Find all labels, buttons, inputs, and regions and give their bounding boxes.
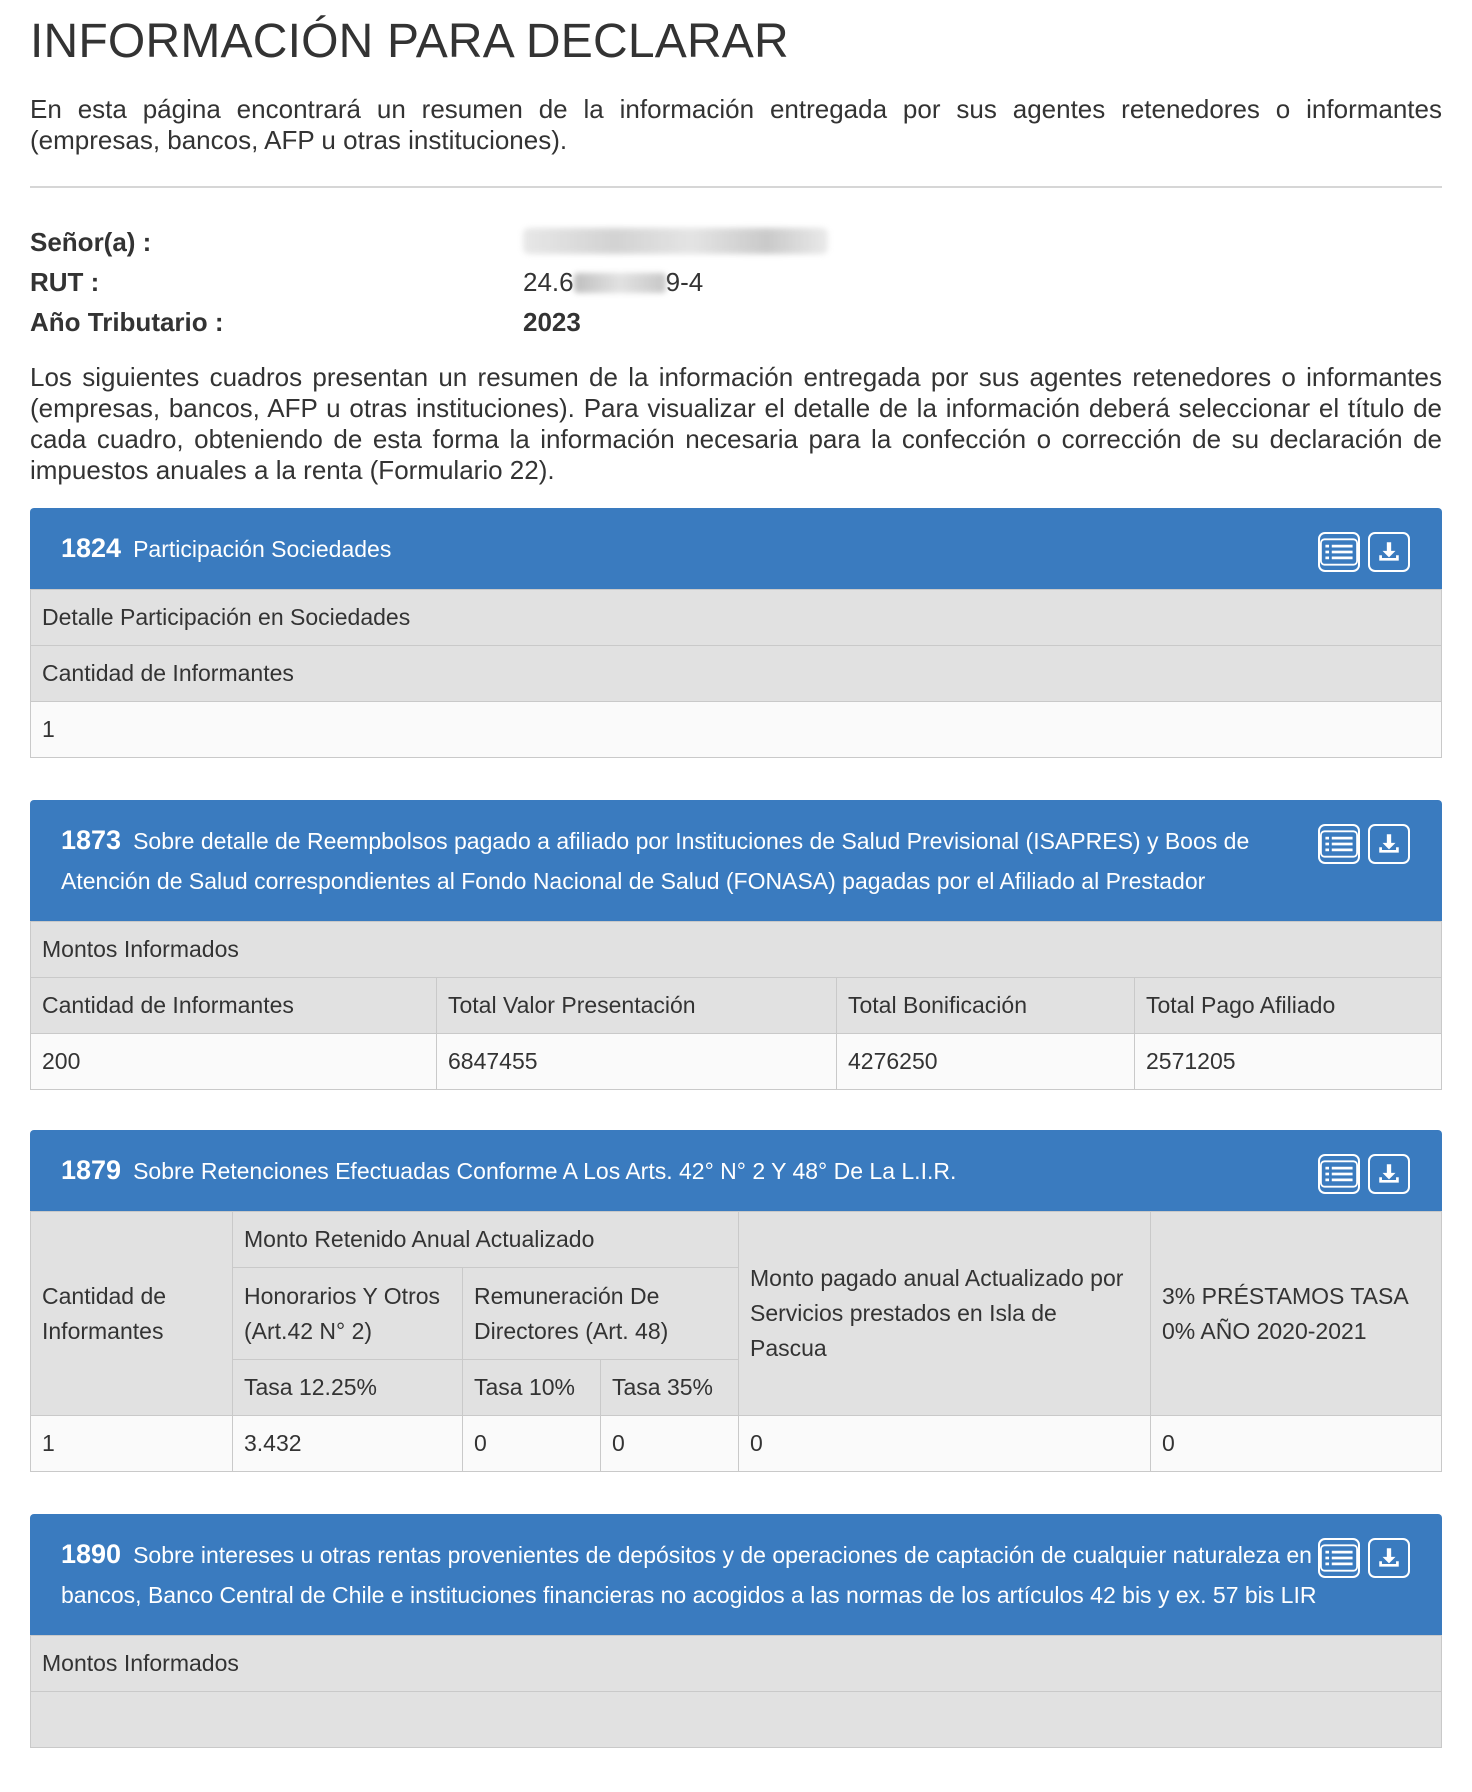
card-1879 — [30, 1130, 1442, 1472]
card-header[interactable] — [30, 800, 1442, 921]
card-code: 1879 — [61, 1155, 122, 1185]
column-header: Monto pagado anual Actualizado por Servicios prestados en Isla de Pascua — [739, 1212, 1151, 1416]
description-text: Los siguientes cuadros presentan un resumen de la información entregada por sus agentes retenedores o informantes (empresas, bancos, AFP u otras instituciones). Para visualizar el detalle de la información deberá seleccionar el título de cada cuadro, obteniendo de esta forma la información necesaria para la confección o corrección de su declaración de impuestos anuales a la renta (Formulario 22). — [30, 362, 1442, 485]
subcolumn-header: Remuneración De Directores (Art. 48) — [463, 1268, 739, 1360]
year-label: Año Tributario : — [30, 306, 224, 337]
card-header[interactable] — [30, 1130, 1442, 1211]
card-code: 1890 — [61, 1539, 122, 1569]
section-label: Detalle Participación en Sociedades — [31, 590, 1442, 646]
column-header: Total Pago Afiliado — [1135, 978, 1442, 1034]
table-cell: 0 — [739, 1416, 1151, 1472]
column-header: 3% PRÉSTAMOS TASA 0% AÑO 2020-2021 — [1151, 1212, 1442, 1416]
table-cell: 2571205 — [1135, 1034, 1442, 1090]
redacted-rut — [574, 273, 666, 293]
download-icon[interactable] — [1368, 1154, 1410, 1194]
card-title[interactable]: Sobre Retenciones Efectuadas Conforme A Los Arts. 42° N° 2 Y 48° De La L.I.R. — [133, 1158, 957, 1184]
table-cell: 0 — [463, 1416, 601, 1472]
taxpayer-info — [30, 222, 1442, 342]
column-header: Total Bonificación — [837, 978, 1135, 1034]
card-table — [30, 1635, 1442, 1748]
column-header: Cantidad de Informantes — [31, 646, 1442, 702]
divider — [30, 186, 1442, 188]
page-title: INFORMACIÓN PARA DECLARAR — [30, 15, 789, 68]
card-table — [30, 921, 1442, 1090]
redacted-name — [523, 228, 828, 254]
rate-header: Tasa 12.25% — [233, 1360, 463, 1416]
name-value — [523, 224, 828, 261]
list-icon[interactable] — [1318, 1154, 1360, 1194]
rate-header: Tasa 35% — [601, 1360, 739, 1416]
card-table — [30, 589, 1442, 758]
list-icon[interactable] — [1318, 1538, 1360, 1578]
download-icon[interactable] — [1368, 824, 1410, 864]
group-header: Monto Retenido Anual Actualizado — [233, 1212, 739, 1268]
year-value: 2023 — [523, 306, 581, 337]
column-header: Cantidad de Informantes — [31, 1212, 233, 1416]
card-header[interactable] — [30, 508, 1442, 589]
intro-text: En esta página encontrará un resumen de la información entregada por sus agentes retenedores o informantes (empresas, bancos, AFP u otras instituciones). — [30, 94, 1442, 155]
card-table — [30, 1211, 1442, 1472]
download-icon[interactable] — [1368, 1538, 1410, 1578]
card-code: 1824 — [61, 533, 122, 563]
name-label: Señor(a) : — [30, 226, 152, 257]
table-cell: 1 — [31, 1416, 233, 1472]
card-title[interactable]: Sobre intereses u otras rentas provenientes de depósitos y de operaciones de captación de cualquier naturaleza en bancos, Banco Central de Chile e instituciones financieras no acogidos a las normas de los artículos 42 bis y ex. 57 bis LIR — [61, 1542, 1317, 1608]
column-header: Total Valor Presentación — [437, 978, 837, 1034]
table-cell: 4276250 — [837, 1034, 1135, 1090]
list-icon[interactable] — [1318, 532, 1360, 572]
table-cell: 6847455 — [437, 1034, 837, 1090]
card-header[interactable] — [30, 1514, 1442, 1635]
card-1824 — [30, 508, 1442, 758]
card-code: 1873 — [61, 825, 122, 855]
table-cell: 0 — [1151, 1416, 1442, 1472]
card-1873 — [30, 800, 1442, 1090]
table-cell: 1 — [31, 702, 1442, 758]
subcolumn-header: Honorarios Y Otros (Art.42 N° 2) — [233, 1268, 463, 1360]
list-icon[interactable] — [1318, 824, 1360, 864]
section-label: Montos Informados — [31, 1636, 1442, 1692]
rut-suffix: 9-4 — [665, 266, 704, 297]
card-title[interactable]: Sobre detalle de Reempbolsos pagado a afiliado por Instituciones de Salud Previsional (ISAPRES) y Boos de Atención de Salud correspondientes al Fondo Nacional de Salud (FONASA) pagadas por el Afiliado al Prestador — [61, 828, 1250, 894]
section-label: Montos Informados — [31, 922, 1442, 978]
rut-value — [523, 267, 703, 298]
rate-header: Tasa 10% — [463, 1360, 601, 1416]
card-title[interactable]: Participación Sociedades — [133, 536, 392, 562]
rut-prefix: 24.6 — [523, 266, 574, 297]
table-cell: 0 — [601, 1416, 739, 1472]
download-icon[interactable] — [1368, 532, 1410, 572]
column-header: Cantidad de Informantes — [31, 978, 437, 1034]
card-1890 — [30, 1514, 1442, 1748]
table-cell: 3.432 — [233, 1416, 463, 1472]
rut-label: RUT : — [30, 266, 100, 297]
table-cell: 200 — [31, 1034, 437, 1090]
table-cell — [31, 1692, 1442, 1748]
